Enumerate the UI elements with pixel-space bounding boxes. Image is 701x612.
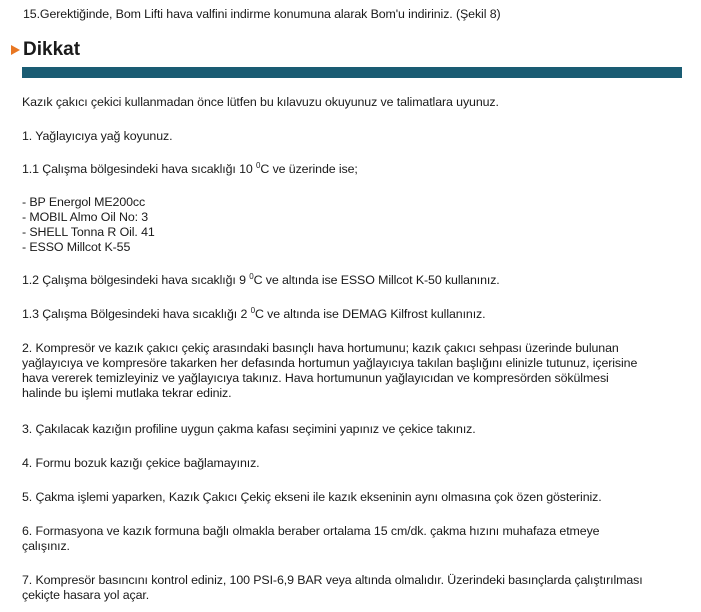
oil-list-item: - MOBIL Almo Oil No: 3 (22, 210, 149, 224)
paragraph-1-1 (22, 162, 358, 177)
paragraph-1-2 (22, 273, 500, 288)
paragraph-4: 4. Formu bozuk kazığı çekice bağlamayınız. (22, 456, 260, 470)
paragraph-2-line: hava vererek temizleyiniz ve yağlayıcıya takınız. Hava hortumunun yağlayıcıdan ve kompresörden sökülmesi (22, 371, 609, 385)
paragraph-3: 3. Çakılacak kazığın profiline uygun çakma kafası seçimini yapınız ve çekice takınız. (22, 422, 476, 436)
heading-title: Dikkat (23, 39, 81, 60)
paragraph-1: 1. Yağlayıcıya yağ koyunuz. (22, 129, 173, 143)
paragraph-1-2-text-end: C ve altında ise ESSO Millcot K-50 kullanınız. (253, 273, 500, 287)
paragraph-1-3 (22, 307, 485, 322)
oil-list-item: - BP Energol ME200cc (22, 195, 146, 209)
paragraph-1-3-text: 1.3 Çalışma Bölgesindeki hava sıcaklığı 2 (22, 307, 251, 321)
paragraph-1-1-text-end: C ve üzerinde ise; (260, 162, 358, 176)
paragraph-2-line: 2. Kompresör ve kazık çakıcı çekiç arasındaki basınçlı hava hortumunu; kazık çakıcı sehpası üzerinde bulunan (22, 341, 619, 355)
paragraph-1-3-text-end: C ve altında ise DEMAG Kilfrost kullanınız. (254, 307, 486, 321)
paragraph-1-2-text: 1.2 Çalışma bölgesindeki hava sıcaklığı 9 (22, 273, 250, 287)
paragraph-6-line: 6. Formasyona ve kazık formuna bağlı olmakla beraber ortalama 15 cm/dk. çakma hızını muhafaza etmeye (22, 524, 600, 538)
paragraph-7-line: çekiçte hasara yol açar. (22, 588, 150, 602)
paragraph-intro: Kazık çakıcı çekici kullanmadan önce lütfen bu kılavuzu okuyunuz ve talimatlara uyunuz. (22, 95, 499, 109)
oil-list-item: - SHELL Tonna R Oil. 41 (22, 225, 155, 239)
degree-superscript: 0 (249, 272, 254, 281)
triangle-right-icon (11, 45, 20, 55)
heading-divider-bar (22, 67, 682, 78)
intro-line: 15.Gerektiğinde, Bom Lifti hava valfini indirme konumuna alarak Bom'u indiriniz. (Şekil 8) (23, 7, 501, 21)
paragraph-2-line: halinde bu işlemi mutlaka tekrar ediniz. (22, 386, 232, 400)
paragraph-7-line: 7. Kompresör basıncını kontrol ediniz, 100 PSI-6,9 BAR veya altında olmalıdır. Üzerindeki basınçlarda çalıştırılması (22, 573, 643, 587)
paragraph-1-1-text: 1.1 Çalışma bölgesindeki hava sıcaklığı 10 (22, 162, 257, 176)
paragraph-6-line: çalışınız. (22, 539, 70, 553)
degree-superscript: 0 (250, 306, 255, 315)
degree-superscript: 0 (256, 161, 261, 170)
paragraph-5: 5. Çakma işlemi yaparken, Kazık Çakıcı Çekiç ekseni ile kazık ekseninin aynı olmasına çok özen gösteriniz. (22, 490, 602, 504)
paragraph-2-line: yağlayıcıya ve kompresöre takarken her defasında hortumun yağlayıcıya takılan başlığını elinizle tutunuz, içerisine (22, 356, 638, 370)
oil-list-item: - ESSO Millcot K-55 (22, 240, 131, 254)
section-heading (11, 39, 80, 61)
